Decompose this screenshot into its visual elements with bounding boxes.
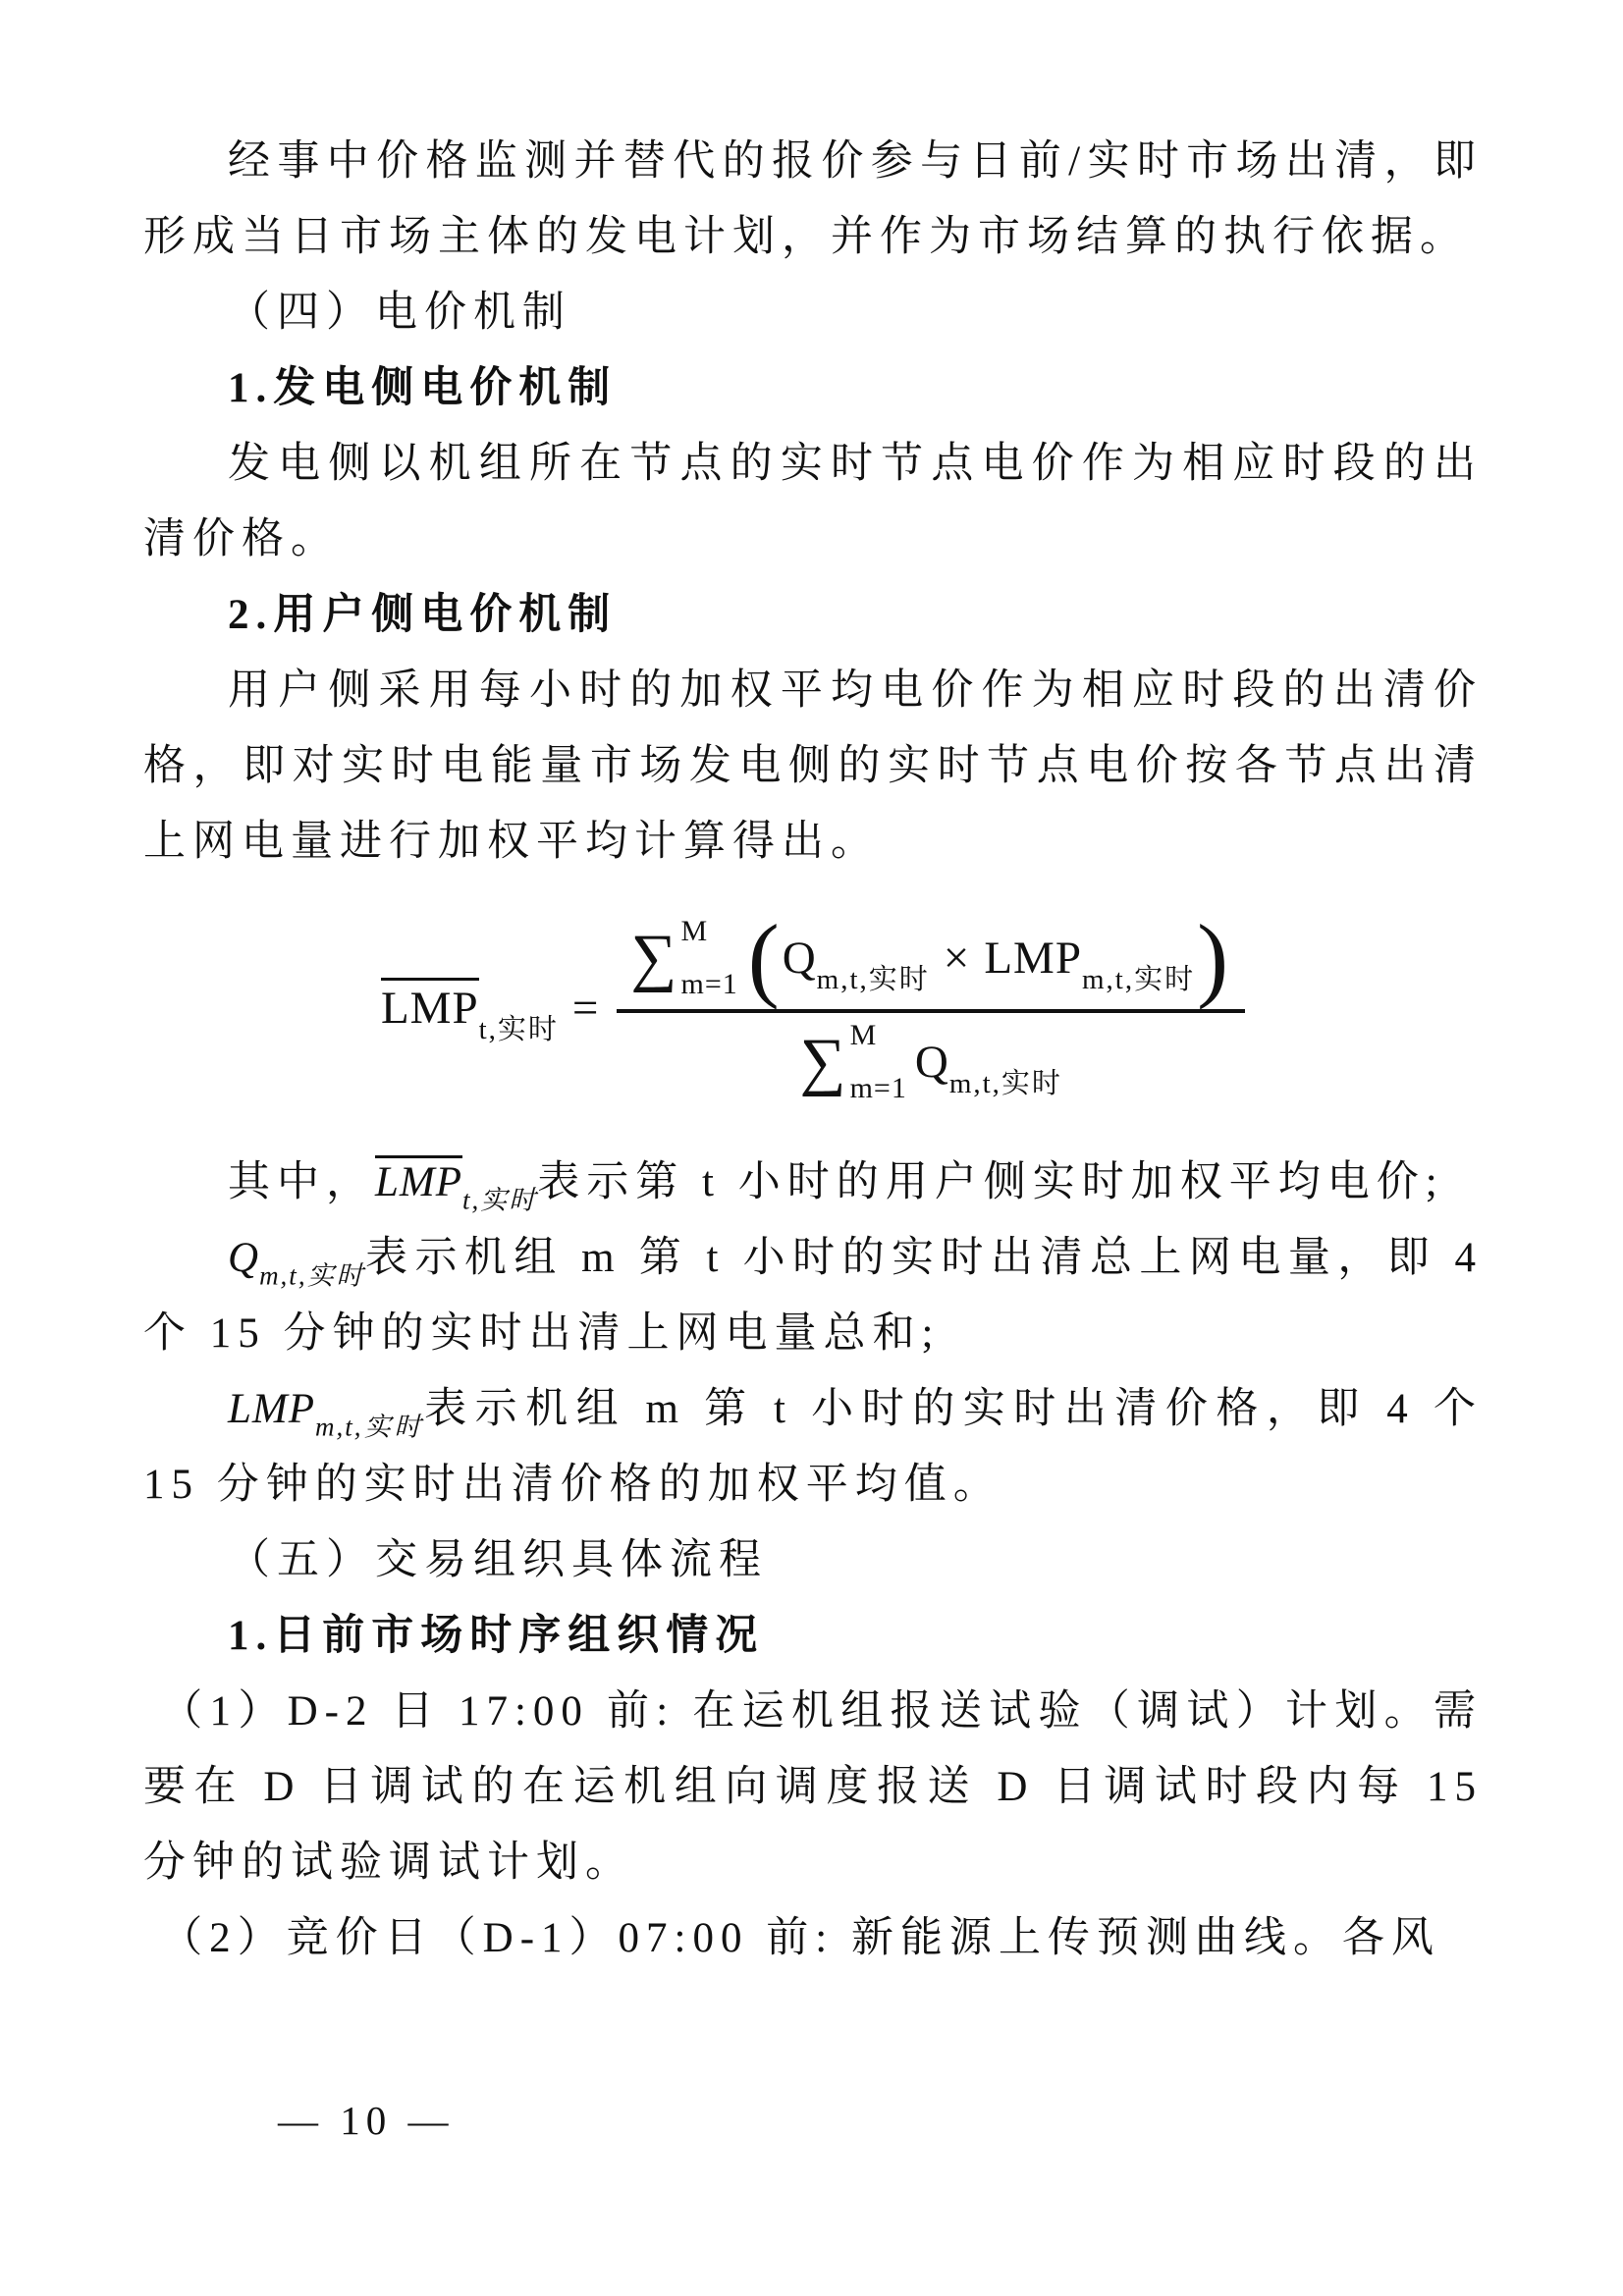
page-content [143,124,1483,1976]
formula-denominator [800,1013,1062,1103]
open-paren: ( [747,905,781,1011]
formula-numerator [617,905,1245,1013]
var-lmp-t: $LMP_{t,实时}$ [375,1159,537,1205]
paragraph-step-1: （1）D-2 日 17:00 前: 在运机组报送试验（调试）计划。需要在 D 日调试的在运机组向调度报送 D 日调试时段内每 15 分钟的试验调试计划。 [143,1688,1483,1886]
paragraph-intro: 经事中价格监测并替代的报价参与日前/实时市场出清，即形成当日市场主体的发电计划，并作为市场结算的执行依据。 [143,138,1483,260]
heading-day-ahead-timeline: 1.日前市场时序组织情况 [228,1613,765,1659]
formula-lhs: $LMP_{t,实时}$ [381,982,559,1035]
heading-section-4: （四）电价机制 [228,290,571,336]
paragraph-user-side-price: 用户侧采用每小时的加权平均电价作为相应时段的出清价格，即对实时电能量市场发电侧的实时节点电价按各节点出清上网电量进行加权平均计算得出。 [143,667,1483,865]
paragraph-where-lmp-t: 其中，$LMP_{t,实时}$表示第 t 小时的用户侧实时加权平均电价; [143,1145,1483,1220]
var-q-mt: $Q_{m,t,实时}$ [228,1235,365,1291]
summation-symbol: ∑ M m=1 [799,1019,907,1104]
var-lmp-mt: $LMP_{m,t,实时}$ [228,1386,425,1442]
term-q: $Q_{m,t,实时}$ [914,1037,1062,1099]
page-number: — 10 — [278,2098,455,2143]
heading-user-side-price: 2.用户侧电价机制 [228,592,618,638]
paragraph-where-q: $Q_{m,t,实时}$表示机组 m 第 t 小时的实时出清总上网电量，即 4 个 15 分钟的实时出清上网电量总和; [143,1235,1483,1357]
term-q: $Q_{m,t,实时}$ [782,933,930,995]
paragraph-step-2: （2）竞价日（D-1）07:00 前: 新能源上传预测曲线。各风 [160,1915,1440,1961]
paragraph-gen-side-price: 发电侧以机组所在节点的实时节点电价作为相应时段的出清价格。 [143,441,1483,562]
close-paren: ) [1197,905,1230,1011]
heading-section-5: （五）交易组织具体流程 [228,1537,768,1583]
paragraph-where-lmp-m: $LMP_{m,t,实时}$表示机组 m 第 t 小时的实时出清价格，即 4 个 15 分钟的实时出清价格的加权平均值。 [143,1386,1483,1508]
equals-sign: = [571,983,600,1034]
multiply-sign: × [943,933,971,984]
heading-gen-side-price: 1.发电侧电价机制 [228,365,618,411]
summation-symbol: ∑ M m=1 [630,915,738,1000]
term-lmp: $LMP_{m,t,实时}$ [984,933,1196,995]
formula-fraction [617,905,1245,1104]
lmp-weighted-average-formula [143,905,1483,1104]
